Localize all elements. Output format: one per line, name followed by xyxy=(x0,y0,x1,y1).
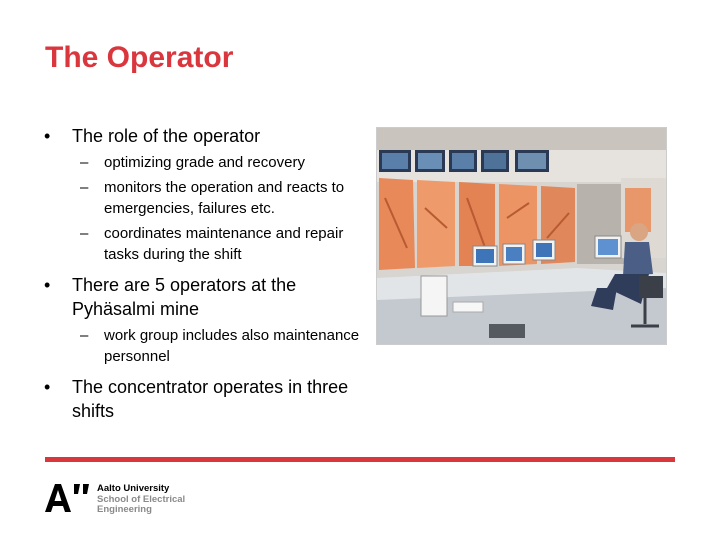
sub-bullet-text: coordinates maintenance and repair tasks during the shift xyxy=(104,225,344,263)
sub-bullet-list xyxy=(72,325,380,367)
bullet-item xyxy=(40,273,380,367)
bullet-text: The concentrator operates in three shifts xyxy=(72,377,349,421)
dash-glyph: – xyxy=(80,225,89,242)
control-room-photo xyxy=(376,127,667,345)
footer-divider xyxy=(45,457,675,462)
bullet-glyph: • xyxy=(44,377,51,397)
sub-bullet-text: optimizing grade and recovery xyxy=(104,154,305,171)
logo-line-university: Aalto University xyxy=(97,483,170,494)
aalto-logo-icon xyxy=(44,482,92,514)
sub-bullet-text: work group includes also maintenance personnel xyxy=(104,327,360,365)
bullet-item xyxy=(40,375,380,423)
bullet-list xyxy=(40,124,380,429)
bullet-glyph: • xyxy=(44,275,51,295)
bullet-text: The role of the operator xyxy=(72,126,261,146)
sub-bullet-item xyxy=(72,152,380,173)
sub-bullet-list xyxy=(72,152,380,265)
dash-glyph: – xyxy=(80,327,89,344)
bullet-text: There are 5 operators at the Pyhäsalmi mine xyxy=(72,275,297,319)
dash-glyph: – xyxy=(80,154,89,171)
sub-bullet-item xyxy=(72,325,380,367)
sub-bullet-item xyxy=(72,223,380,265)
logo-line-engineering: Engineering xyxy=(97,504,152,515)
bullet-item xyxy=(40,124,380,265)
sub-bullet-item xyxy=(72,177,380,219)
bullet-glyph: • xyxy=(44,126,51,146)
slide-title: The Operator xyxy=(45,41,234,74)
sub-bullet-text: monitors the operation and reacts to emergencies, failures etc. xyxy=(104,179,345,217)
aalto-logo-text xyxy=(97,484,185,516)
logo-line-school: School of Electrical xyxy=(97,493,186,505)
dash-glyph: – xyxy=(80,179,89,196)
